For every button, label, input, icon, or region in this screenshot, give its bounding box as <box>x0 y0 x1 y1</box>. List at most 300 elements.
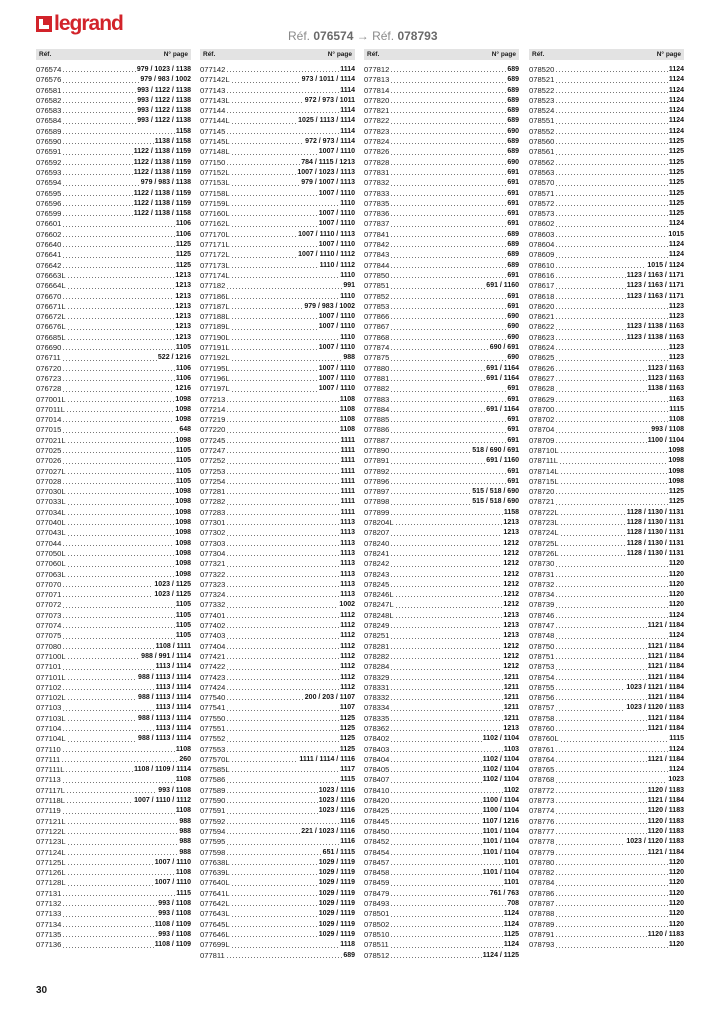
dot-leader <box>226 627 339 628</box>
dot-leader <box>226 802 317 803</box>
index-row <box>36 96 191 106</box>
page-reference: 691 <box>507 467 519 475</box>
page-reference: 1125 <box>339 714 355 722</box>
dot-leader <box>555 288 625 289</box>
dot-leader <box>390 854 481 855</box>
reference-number: 077159L <box>200 198 230 208</box>
index-row <box>529 580 684 590</box>
page-reference: 1122 / 1138 / 1159 <box>133 189 191 197</box>
title-to-ref: 078793 <box>397 29 438 43</box>
dot-leader <box>226 452 339 453</box>
reference-number: 077868 <box>364 332 390 342</box>
index-row <box>200 806 355 816</box>
reference-number: 078754 <box>529 672 555 682</box>
dot-leader <box>390 154 506 155</box>
page-reference: 1111 <box>340 488 355 496</box>
dot-leader <box>67 401 175 402</box>
index-row <box>529 333 684 343</box>
index-row <box>529 559 684 569</box>
dot-leader <box>390 277 506 278</box>
dot-leader <box>555 947 667 948</box>
reference-number: 078404 <box>364 754 390 764</box>
reference-number: 077646L <box>200 929 230 939</box>
index-row <box>529 878 684 888</box>
title-prefix-2: Réf. <box>372 29 395 43</box>
reference-number: 078710L <box>529 445 559 455</box>
page-reference: 1101 / 1104 <box>482 838 519 846</box>
page-reference: 1105 <box>175 457 191 465</box>
dot-leader <box>555 905 667 906</box>
page-reference: 1098 <box>668 457 684 465</box>
dot-leader <box>62 452 174 453</box>
reference-number: 077143 <box>200 85 226 95</box>
page-reference: 1102 / 1104 <box>482 755 519 763</box>
dot-leader <box>555 607 667 608</box>
reference-number: 077014 <box>36 415 62 425</box>
index-row <box>200 405 355 415</box>
index-row <box>364 158 519 168</box>
reference-number: 077026 <box>36 456 62 466</box>
index-row <box>364 549 519 559</box>
page-reference: 761 / 763 <box>489 889 519 897</box>
reference-number: 078626 <box>529 363 555 373</box>
dot-leader <box>231 916 318 917</box>
page-reference: 1113 <box>340 529 355 537</box>
reference-number: 077853 <box>364 301 390 311</box>
page-reference: 1211 <box>503 704 519 712</box>
index-row <box>529 714 684 724</box>
page-reference: 1108 / 1109 <box>154 920 191 928</box>
index-row <box>529 796 684 806</box>
dot-leader <box>226 679 339 680</box>
reference-number: 078748 <box>529 631 555 641</box>
page-reference: 1100 / 1104 <box>647 436 684 444</box>
page-reference: 1163 <box>668 395 684 403</box>
reference-number: 078610 <box>529 260 555 270</box>
reference-number: 078715L <box>529 476 559 486</box>
dot-leader <box>226 813 317 814</box>
page-reference: 1120 <box>668 601 684 609</box>
page-reference: 1124 <box>668 745 684 753</box>
reference-number: 077188L <box>200 312 230 322</box>
dot-leader <box>390 669 502 670</box>
page-reference: 1098 <box>175 436 191 444</box>
index-row <box>529 508 684 518</box>
dot-leader <box>226 699 303 700</box>
page-reference: 691 / 1164 <box>486 374 519 382</box>
page-reference: 1120 / 1183 <box>647 807 684 815</box>
dot-leader <box>390 710 502 711</box>
dot-leader <box>226 133 339 134</box>
index-row <box>364 250 519 260</box>
index-row <box>36 106 191 116</box>
reference-number: 077187L <box>200 301 230 311</box>
index-row <box>200 508 355 518</box>
index-row <box>36 343 191 353</box>
reference-number: 078760 <box>529 724 555 733</box>
dot-leader <box>555 71 667 72</box>
dot-leader <box>67 555 175 556</box>
reference-number: 078281 <box>364 641 390 651</box>
dot-leader <box>390 483 506 484</box>
dot-leader <box>67 874 175 875</box>
index-row <box>364 539 519 549</box>
reference-number: 077851 <box>364 281 390 291</box>
dot-leader <box>231 154 318 155</box>
reference-number: 077182 <box>200 281 226 291</box>
dot-leader <box>226 792 317 793</box>
page-reference: 1113 <box>340 560 355 568</box>
index-row <box>36 364 191 374</box>
reference-number: 076599 <box>36 209 62 219</box>
page-reference: 1108 <box>339 405 355 413</box>
page-reference: 1115 <box>176 889 191 897</box>
reference-number: 078768 <box>529 775 555 785</box>
page-reference: 1108 <box>175 869 191 877</box>
reference-number: 077874 <box>364 343 390 353</box>
page-reference: 1007 / 1110 <box>318 313 355 321</box>
page-reference: 690 <box>507 127 519 135</box>
dot-leader <box>231 102 304 103</box>
reference-number: 077595 <box>200 837 226 847</box>
page-reference: 691 / 1160 <box>486 282 519 290</box>
reference-number: 076664L <box>36 281 66 291</box>
index-row <box>200 384 355 394</box>
title-from-ref: 076574 <box>313 29 354 43</box>
index-row <box>200 86 355 96</box>
reference-number: 078782 <box>529 868 555 878</box>
index-row <box>529 745 684 755</box>
dot-leader <box>62 226 174 227</box>
page-reference: 1213 <box>175 282 191 290</box>
page-reference: 1124 <box>668 66 684 73</box>
page-reference: 1213 <box>503 725 519 732</box>
page-reference: 972 / 973 / 1114 <box>305 138 355 146</box>
reference-number: 076593 <box>36 167 62 177</box>
reference-number: 078755 <box>529 682 555 692</box>
index-row <box>200 528 355 538</box>
dot-leader <box>390 267 506 268</box>
reference-number: 077135 <box>36 929 62 939</box>
index-row <box>36 590 191 600</box>
reference-number: 077883 <box>364 394 390 404</box>
reference-number: 077322 <box>200 569 226 579</box>
dot-leader <box>390 401 506 402</box>
reference-number: 078251 <box>364 631 390 641</box>
index-row <box>200 343 355 353</box>
page-reference: 1212 <box>503 570 519 578</box>
page-reference: 1120 <box>668 591 684 599</box>
dot-leader <box>560 555 626 556</box>
page-reference: 1007 / 1110 / 1112 <box>298 251 355 259</box>
dot-leader <box>226 493 339 494</box>
page-reference: 691 <box>507 477 519 485</box>
page-reference: 1025 / 1113 / 1114 <box>298 117 355 125</box>
page-reference: 1116 <box>340 817 355 825</box>
dot-leader <box>555 895 667 896</box>
column-header-page: N° page <box>327 51 352 58</box>
index-row <box>200 755 355 765</box>
reference-number: 078730 <box>529 559 555 569</box>
reference-number: 077148L <box>200 147 230 157</box>
index-row <box>36 456 191 466</box>
index-row <box>364 518 519 528</box>
dot-leader <box>62 102 136 103</box>
dot-leader <box>226 741 338 742</box>
dot-leader <box>390 318 506 319</box>
dot-leader <box>390 102 506 103</box>
page-reference: 1212 <box>503 580 519 588</box>
reference-number: 078764 <box>529 754 555 764</box>
dot-leader <box>62 164 132 165</box>
dot-leader <box>555 658 646 659</box>
dot-leader <box>555 823 646 824</box>
index-row <box>36 518 191 528</box>
dot-leader <box>555 669 646 670</box>
reference-number: 077121L <box>36 816 66 826</box>
dot-leader <box>226 710 338 711</box>
dot-leader <box>555 432 650 433</box>
dot-leader <box>231 380 318 381</box>
index-row <box>364 642 519 652</box>
index-row <box>200 96 355 106</box>
page-reference: 973 / 1011 / 1114 <box>301 76 355 84</box>
dot-leader <box>390 576 502 577</box>
index-row <box>200 673 355 683</box>
reference-number: 077844 <box>364 260 390 270</box>
reference-number: 077638L <box>200 857 230 867</box>
index-row <box>200 858 355 868</box>
dot-leader <box>390 473 506 474</box>
reference-number: 077219 <box>200 415 226 425</box>
reference-number: 078572 <box>529 198 555 208</box>
page-reference: 1212 <box>503 560 519 568</box>
reference-number: 078765 <box>529 765 555 775</box>
index-row <box>36 137 191 147</box>
reference-number: 076594 <box>36 178 62 188</box>
reference-number: 077117L <box>36 785 65 795</box>
page-reference: 1105 <box>175 601 191 609</box>
dot-leader <box>390 195 506 196</box>
index-row <box>200 446 355 456</box>
reference-number: 077586 <box>200 775 226 785</box>
reference-number: 077824 <box>364 137 390 147</box>
reference-number: 078602 <box>529 219 555 229</box>
page-reference: 993 / 1122 / 1138 <box>137 117 191 125</box>
page-reference: 689 <box>507 261 519 269</box>
reference-number: 077887 <box>364 435 390 445</box>
page-reference: 690 <box>507 323 519 331</box>
reference-number: 078573 <box>529 209 555 219</box>
page-reference: 988 <box>179 817 191 825</box>
reference-number: 078523 <box>529 95 555 105</box>
reference-number: 077170L <box>200 229 230 239</box>
reference-number: 078511 <box>364 940 389 950</box>
index-row <box>200 940 355 950</box>
page-reference: 988 <box>179 848 191 856</box>
dot-leader <box>555 236 667 237</box>
index-row <box>200 487 355 497</box>
reference-number: 077403 <box>200 631 226 641</box>
index-row <box>364 837 519 847</box>
index-row <box>36 899 191 909</box>
index-row <box>200 837 355 847</box>
reference-number: 076582 <box>36 95 62 105</box>
dot-leader <box>555 401 667 402</box>
dot-leader <box>555 679 646 680</box>
reference-number: 077875 <box>364 353 390 363</box>
dot-leader <box>67 339 175 340</box>
dot-leader <box>62 947 153 948</box>
dot-leader <box>226 957 343 958</box>
dot-leader <box>231 349 318 350</box>
dot-leader <box>62 391 174 392</box>
page-reference: 1108 / 1109 <box>154 941 191 949</box>
page-reference: 979 / 1007 / 1113 <box>301 179 355 187</box>
index-row <box>36 848 191 858</box>
reference-number: 077252 <box>200 456 226 466</box>
page-reference: 1100 / 1104 <box>482 797 519 805</box>
index-row <box>364 219 519 229</box>
reference-number: 077890 <box>364 445 390 455</box>
page-reference: 988 <box>179 838 191 846</box>
page-reference: 1105 <box>175 611 191 619</box>
page-reference: 690 / 691 <box>489 344 519 352</box>
dot-leader <box>231 885 318 886</box>
index-row <box>364 497 519 507</box>
column-header-page: N° page <box>163 51 188 58</box>
reference-number: 077220 <box>200 425 226 435</box>
index-row <box>200 642 355 652</box>
dot-leader <box>67 699 137 700</box>
index-row <box>529 65 684 75</box>
index-row <box>529 436 684 446</box>
page-reference: 1113 <box>340 519 355 527</box>
page-reference: 221 / 1023 / 1116 <box>301 827 355 835</box>
index-row <box>364 817 519 827</box>
page-reference: 1213 <box>503 529 519 537</box>
index-row <box>529 786 684 796</box>
dot-leader <box>390 813 481 814</box>
reference-number: 077323 <box>200 579 226 589</box>
index-row <box>529 292 684 302</box>
dot-leader <box>67 741 137 742</box>
page-reference: 1108 <box>175 807 191 815</box>
dot-leader <box>66 802 133 803</box>
index-row <box>200 261 355 271</box>
page-reference: 651 / 1115 <box>322 848 355 856</box>
reference-number: 077836 <box>364 209 390 219</box>
page-reference: 690 <box>507 158 519 166</box>
reference-number: 077641L <box>200 888 230 898</box>
index-row <box>529 539 684 549</box>
page-reference: 988 / 1113 / 1114 <box>138 673 191 681</box>
page-reference: 993 / 1122 / 1138 <box>137 96 191 104</box>
dot-leader <box>555 257 667 258</box>
page-reference: 1029 / 1119 <box>318 910 355 918</box>
reference-number: 078240 <box>364 538 390 548</box>
index-row <box>36 631 191 641</box>
reference-number: 077001L <box>36 394 66 404</box>
index-row <box>36 116 191 126</box>
index-row <box>200 631 355 641</box>
reference-number: 077025 <box>36 445 62 455</box>
page-reference: 691 / 1164 <box>486 364 519 372</box>
dot-leader <box>555 298 625 299</box>
dot-leader <box>390 432 506 433</box>
page-reference: 1212 <box>503 549 519 557</box>
index-row <box>529 168 684 178</box>
reference-number: 078603 <box>529 229 555 239</box>
index-row <box>364 889 519 899</box>
dot-leader <box>62 596 153 597</box>
dot-leader <box>231 185 301 186</box>
reference-number: 077160L <box>200 209 230 219</box>
page-reference: 1113 <box>340 539 355 547</box>
reference-number: 076591 <box>36 147 62 157</box>
index-row <box>529 384 684 394</box>
index-row <box>36 425 191 435</box>
reference-number: 076589 <box>36 126 62 136</box>
dot-leader <box>62 813 175 814</box>
index-row <box>529 570 684 580</box>
index-row <box>36 209 191 219</box>
reference-number: 077892 <box>364 466 390 476</box>
reference-number: 078746 <box>529 610 555 620</box>
dot-leader <box>66 411 174 412</box>
index-row <box>529 693 684 703</box>
dot-leader <box>390 864 502 865</box>
index-row <box>364 343 519 353</box>
page-reference: 1123 / 1138 / 1163 <box>626 333 684 341</box>
dot-leader <box>555 504 667 505</box>
dot-leader <box>555 627 646 628</box>
reference-number: 077153L <box>200 178 230 188</box>
page-reference: 1106 <box>175 220 191 228</box>
index-row <box>529 827 684 837</box>
index-row <box>364 178 519 188</box>
reference-number: 077119 <box>36 806 61 816</box>
page-reference: 689 <box>507 230 519 238</box>
index-row <box>36 662 191 672</box>
reference-number: 078459 <box>364 878 390 888</box>
index-row <box>200 477 355 487</box>
page-reference: 1007 / 1110 <box>318 385 355 393</box>
index-row <box>200 611 355 621</box>
index-row <box>529 446 684 456</box>
reference-number: 077134 <box>36 919 62 929</box>
index-row <box>200 775 355 785</box>
index-row <box>200 137 355 147</box>
dot-leader <box>226 689 339 690</box>
index-row <box>36 693 191 703</box>
dot-leader <box>390 566 502 567</box>
dot-leader <box>231 277 340 278</box>
index-row <box>364 322 519 332</box>
reference-number: 078773 <box>529 796 555 806</box>
index-row <box>364 765 519 775</box>
page-reference: 691 <box>507 426 519 434</box>
reference-number: 078334 <box>364 703 390 713</box>
dot-leader <box>226 504 339 505</box>
index-row <box>364 858 519 868</box>
dot-leader <box>231 360 343 361</box>
page-reference: 1124 <box>668 86 684 94</box>
index-row <box>529 755 684 765</box>
page-reference: 708 <box>507 900 519 908</box>
dot-leader <box>555 339 625 340</box>
dot-leader <box>231 771 340 772</box>
